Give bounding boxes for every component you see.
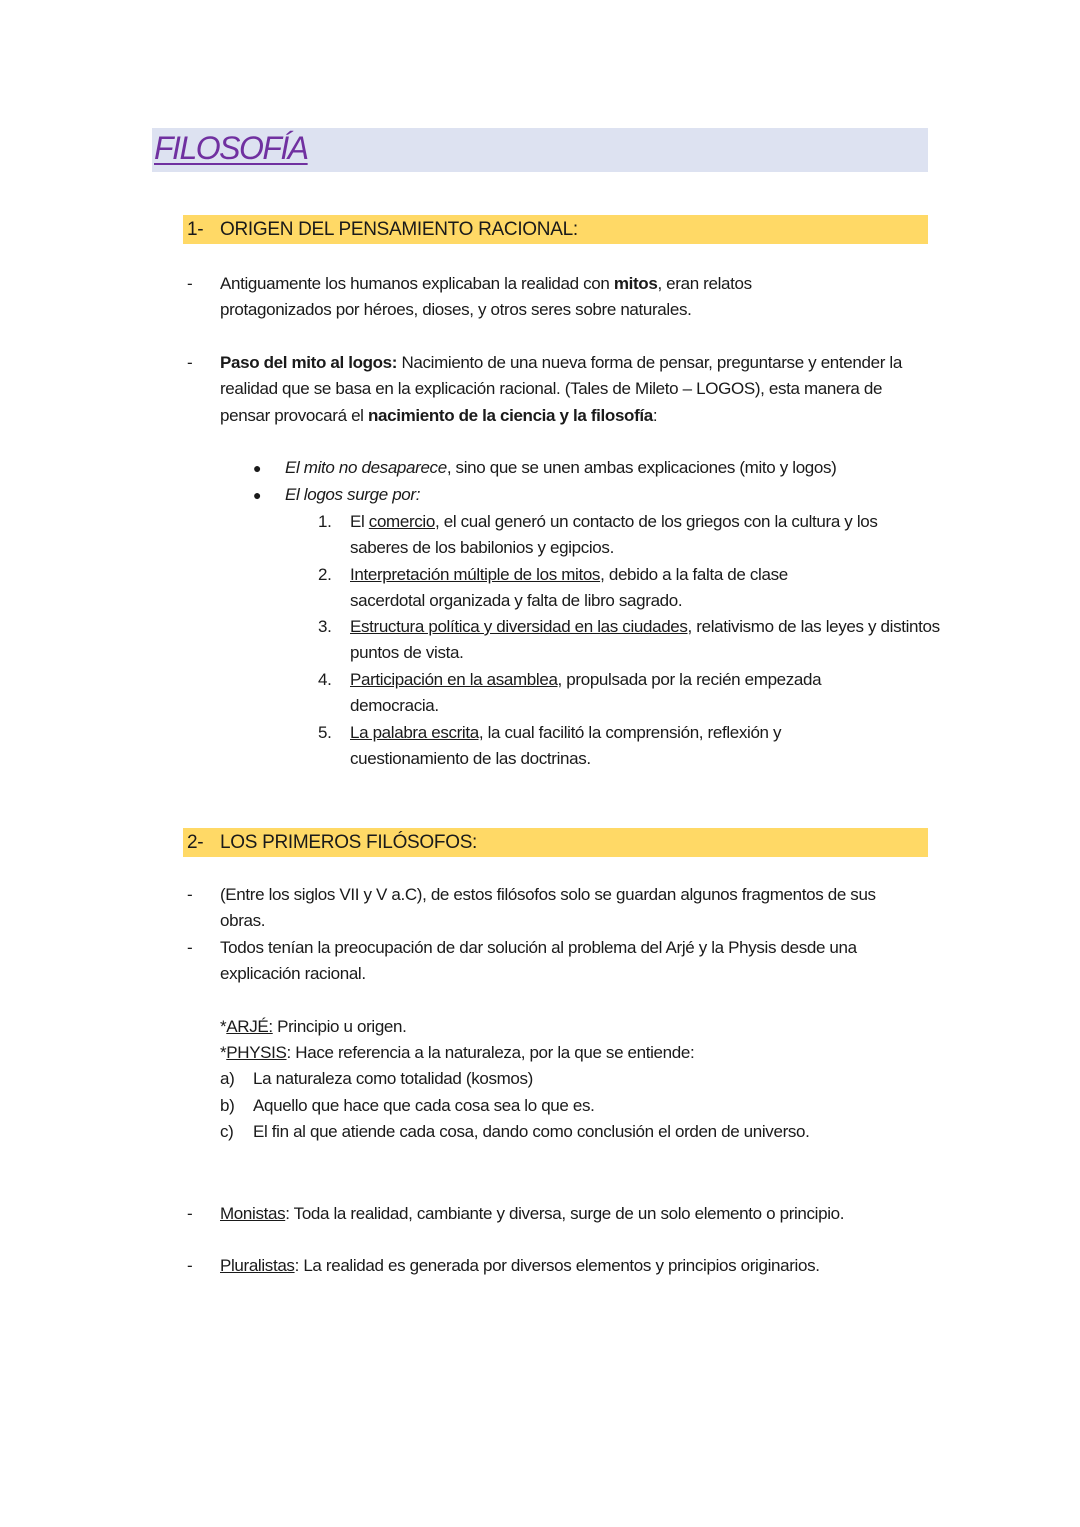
text: Antiguamente los humanos explicaban la realidad con [220, 274, 614, 293]
definition: : Hace referencia a la naturaleza, por la que se entiende: [286, 1043, 695, 1062]
bullet-marker: ● [253, 460, 262, 476]
text: , eran relatos protagonizados por héroes, dioses, y otros seres sobre naturales. [220, 274, 752, 320]
text: propulsada por la recién empezada democracia. [350, 670, 822, 716]
page-title: FILOSOFÍA [154, 130, 308, 166]
dash-marker: - [187, 885, 193, 904]
dash-marker: - [187, 1204, 193, 1223]
underlined-text: La palabra escrita, [350, 723, 484, 742]
italic-text: El mito no desaparece [285, 458, 447, 477]
section-2-heading [187, 828, 477, 857]
text: El fin al que atiende cada cosa, dando como conclusión el orden de universo. [253, 1122, 810, 1141]
item-number: 3. [318, 617, 332, 636]
item-number: 5. [318, 723, 332, 742]
text: Todos tenían la preocupación de dar solución al problema del Arjé y la Physis desde una explicación racional. [220, 938, 857, 984]
dash-marker: - [187, 938, 193, 957]
bold-text: Paso del mito al logos: [220, 353, 398, 372]
text: relativismo de las leyes y distintos puntos de vista. [350, 617, 940, 663]
item-number: 4. [318, 670, 332, 689]
term: Monistas [220, 1204, 286, 1223]
section-1-heading [187, 215, 578, 244]
dash-marker: - [187, 1256, 193, 1275]
text: (Entre los siglos VII y V a.C), de estos filósofos solo se guardan algunos fragmentos de sus obras. [220, 885, 876, 931]
underlined-text: Participación en la asamblea, [350, 670, 562, 689]
heading-text: LOS PRIMEROS FILÓSOFOS: [220, 832, 478, 853]
underlined-text: comercio [368, 512, 435, 531]
text: Nacimiento de una nueva forma de pensar, preguntarse y entender la realidad que se basa en la explicación racional. (Tales de Mileto – LOGOS), esta manera de pensar provocará el [220, 353, 902, 425]
text: , sino que se unen ambas explicaciones (mito y logos) [446, 458, 837, 477]
definition-physis [220, 1040, 920, 1066]
asterisk: * [220, 1043, 227, 1062]
term: PHYSIS [226, 1043, 287, 1062]
section-number: 1- [187, 219, 204, 240]
definition: : La realidad es generada por diversos elementos y principios originarios. [294, 1256, 820, 1275]
bold-text: nacimiento de la ciencia y la filosofía [367, 405, 653, 425]
definition: Principio u origen. [272, 1017, 407, 1036]
text: Aquello que hace que cada cosa sea lo que es. [253, 1096, 595, 1115]
item-letter: c) [220, 1122, 234, 1141]
underlined-text: Estructura política y diversidad en las ciudades, [350, 617, 692, 636]
definition-arje [220, 1014, 920, 1040]
item-number: 2. [318, 565, 332, 584]
bold-text: mitos [613, 274, 658, 293]
item-letter: a) [220, 1069, 235, 1088]
dash-marker: - [187, 274, 193, 293]
text: La naturaleza como totalidad (kosmos) [253, 1069, 533, 1088]
bullet-marker: ● [253, 487, 262, 503]
term: Pluralistas [220, 1256, 295, 1275]
dash-marker: - [187, 353, 193, 372]
heading-text: ORIGEN DEL PENSAMIENTO RACIONAL: [220, 219, 578, 240]
item-number: 1. [318, 512, 332, 531]
item-letter: b) [220, 1096, 235, 1115]
text: : [652, 405, 658, 425]
underlined-text: Interpretación múltiple de los mitos [350, 565, 601, 584]
definition: : Toda la realidad, cambiante y diversa, surge de un solo elemento o principio. [285, 1204, 845, 1223]
italic-text: El logos surge por: [285, 485, 421, 504]
section-number: 2- [187, 832, 204, 853]
text: El [350, 512, 369, 531]
text: , debido a la falta de clase sacerdotal organizada y falta de libro sagrado. [350, 565, 788, 611]
text: la cual facilitó la comprensión, reflexión y cuestionamiento de las doctrinas. [350, 723, 782, 769]
asterisk: * [220, 1017, 227, 1036]
text: , el cual generó un contacto de los griegos con la cultura y los saberes de los babilonios y egipcios. [350, 512, 878, 558]
term: ARJÉ: [226, 1017, 273, 1036]
